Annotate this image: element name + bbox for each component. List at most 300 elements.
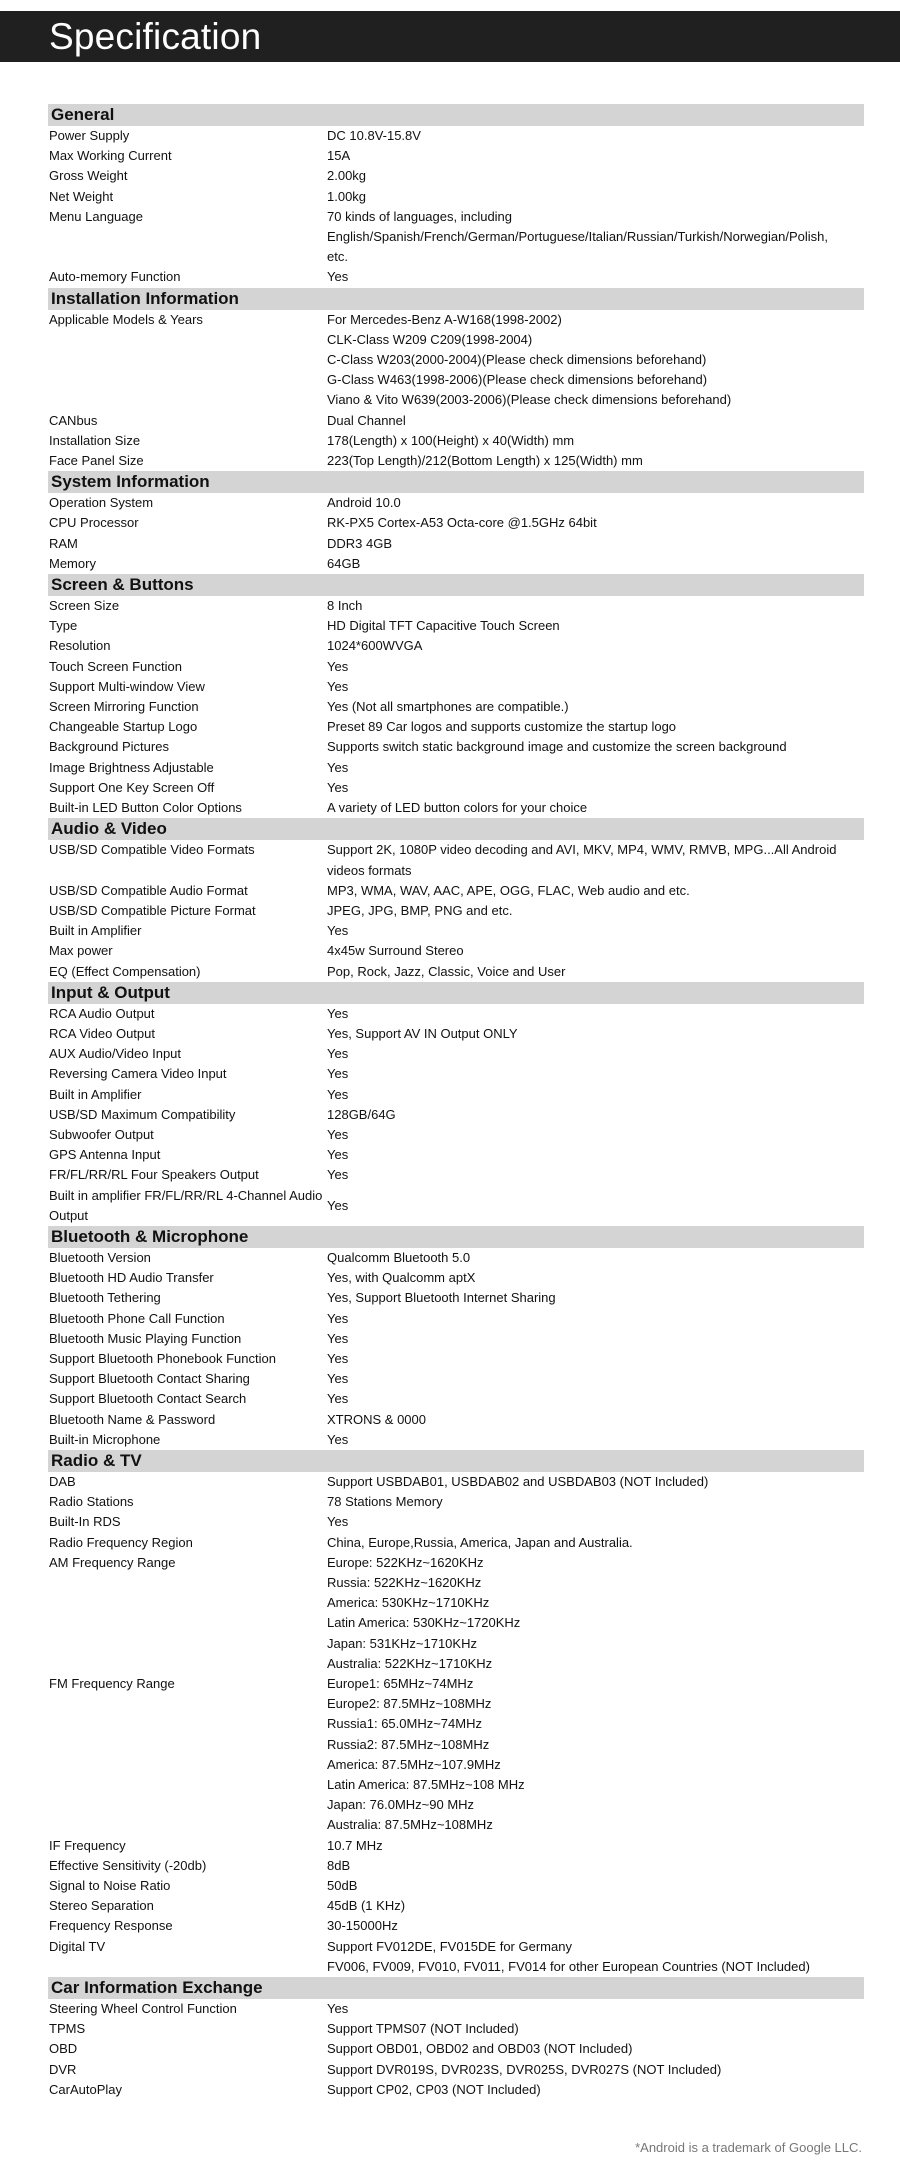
spec-row (48, 1916, 864, 1936)
spec-value-line: MP3, WMA, WAV, AAC, APE, OGG, FLAC, Web audio and etc. (327, 882, 690, 898)
spec-label: OBD (49, 2041, 78, 2057)
spec-value-line: JPEG, JPG, BMP, PNG and etc. (327, 902, 513, 918)
spec-value-line: Yes, Support Bluetooth Internet Sharing (327, 1290, 556, 1306)
section-heading: System Information (48, 471, 864, 493)
spec-label: Bluetooth Name & Password (49, 1411, 216, 1427)
spec-value (327, 554, 857, 574)
spec-value-line: Russia: 522KHz~1620KHz (327, 1575, 482, 1590)
spec-value-line: America: 87.5MHz~107.9MHz (327, 1756, 501, 1772)
spec-label: Built in Amplifier (49, 1086, 142, 1102)
spec-value (327, 2039, 857, 2059)
spec-row (48, 657, 864, 677)
spec-label: DAB (49, 1473, 76, 1489)
spec-label: Built in Amplifier (49, 923, 142, 939)
spec-value-line: Yes (327, 1046, 349, 1062)
spec-value-line: Europe1: 65MHz~74MHz (327, 1676, 474, 1692)
spec-value-line: Yes (327, 658, 349, 674)
spec-row (48, 737, 864, 757)
spec-value (327, 1533, 857, 1553)
spec-value-line: Support FV012DE, FV015DE for Germany (327, 1938, 572, 1954)
spec-label: CPU Processor (49, 515, 139, 531)
spec-label: Max Working Current (49, 148, 172, 164)
spec-row (48, 1492, 864, 1512)
spec-section (48, 818, 864, 981)
spec-value (327, 1064, 857, 1084)
spec-value-line: Yes (327, 1197, 349, 1213)
spec-value (327, 1196, 857, 1216)
spec-row (48, 1472, 864, 1492)
spec-value (327, 1288, 857, 1308)
spec-label: DVR (49, 2061, 77, 2077)
spec-label: Face Panel Size (49, 453, 144, 469)
spec-row (48, 1288, 864, 1308)
spec-value (327, 207, 857, 268)
spec-value-line: Yes (327, 1167, 349, 1183)
spec-value (327, 1004, 857, 1024)
spec-row (48, 411, 864, 431)
spec-value (327, 1125, 857, 1145)
spec-value-line: FV006, FV009, FV010, FV011, FV014 for other European Countries (NOT Included) (327, 1958, 810, 1974)
spec-value-line: 10.7 MHz (327, 1837, 383, 1853)
spec-value-line: Yes (327, 678, 349, 694)
spec-value-line: Latin America: 87.5MHz~108 MHz (327, 1777, 525, 1793)
spec-row (48, 187, 864, 207)
spec-value-line: Preset 89 Car logos and supports customize the startup logo (327, 719, 677, 735)
spec-row (48, 962, 864, 982)
spec-row (48, 901, 864, 921)
spec-label: Menu Language (49, 208, 143, 224)
spec-label: RCA Audio Output (49, 1005, 155, 1021)
spec-value-line: Viano & Vito W639(2003-2006)(Please check dimensions beforehand) (327, 392, 732, 408)
spec-value-line: 2.00kg (327, 168, 367, 184)
spec-label: USB/SD Compatible Video Formats (49, 842, 255, 858)
spec-value (327, 941, 857, 961)
spec-value-line: Japan: 76.0MHz~90 MHz (327, 1797, 475, 1813)
spec-row (48, 840, 864, 880)
spec-value (327, 1836, 857, 1856)
spec-row (48, 677, 864, 697)
spec-label: Support Bluetooth Phonebook Function (49, 1350, 276, 1366)
spec-value-line: 4x45w Surround Stereo (327, 943, 464, 959)
spec-row (48, 1533, 864, 1553)
spec-value-line: Yes (327, 1330, 349, 1346)
spec-label: Screen Size (49, 598, 120, 614)
spec-value-line: Yes (327, 779, 349, 795)
spec-section (48, 1226, 864, 1450)
spec-value-line: Russia1: 65.0MHz~74MHz (327, 1716, 482, 1732)
spec-row (48, 310, 864, 411)
spec-row (48, 2019, 864, 2039)
spec-label: USB/SD Compatible Picture Format (49, 902, 256, 918)
spec-label: Steering Wheel Control Function (49, 2001, 237, 2017)
spec-row (48, 267, 864, 287)
spec-label: Support Bluetooth Contact Search (49, 1391, 247, 1407)
spec-value (327, 901, 857, 921)
spec-value-line: Yes (327, 1371, 349, 1387)
spec-value-line: Australia: 87.5MHz~108MHz (327, 1817, 493, 1833)
spec-value (327, 310, 857, 411)
spec-section (48, 288, 864, 472)
spec-value (327, 1044, 857, 1064)
spec-value-line: 8 Inch (327, 598, 363, 614)
spec-label: Memory (49, 555, 96, 571)
spec-value-line: Yes (327, 759, 349, 775)
spec-value (327, 1389, 857, 1409)
spec-row (48, 146, 864, 166)
spec-value-line: Australia: 522KHz~1710KHz (327, 1655, 493, 1671)
spec-value-line: Japan: 531KHz~1710KHz (327, 1635, 477, 1651)
spec-value (327, 1165, 857, 1185)
spec-value (327, 1674, 857, 1836)
spec-value-line: CLK-Class W209 C209(1998-2004) (327, 331, 533, 347)
spec-value-line: etc. (327, 249, 348, 265)
section-heading: General (48, 104, 864, 126)
spec-label: Changeable Startup Logo (49, 719, 198, 735)
spec-row (48, 1349, 864, 1369)
spec-row (48, 881, 864, 901)
section-heading: Input & Output (48, 982, 864, 1004)
spec-value-line: Yes (327, 1066, 349, 1082)
spec-row (48, 166, 864, 186)
spec-value (327, 616, 857, 636)
spec-label: Support Bluetooth Contact Sharing (49, 1371, 250, 1387)
spec-value-line: Yes (327, 1514, 349, 1530)
spec-value-line: China, Europe,Russia, America, Japan and Australia. (327, 1534, 633, 1550)
spec-value (327, 2080, 857, 2100)
spec-value-line: 1024*600WVGA (327, 638, 423, 654)
spec-row (48, 1248, 864, 1268)
spec-value-line: Support USBDAB01, USBDAB02 and USBDAB03 (NOT Included) (327, 1473, 709, 1489)
spec-label: USB/SD Maximum Compatibility (49, 1106, 236, 1122)
spec-label: Radio Frequency Region (49, 1534, 193, 1550)
spec-label: Bluetooth HD Audio Transfer (49, 1270, 214, 1286)
spec-row (48, 1896, 864, 1916)
spec-value (327, 677, 857, 697)
spec-value-line: Support TPMS07 (NOT Included) (327, 2021, 519, 2037)
spec-label: FM Frequency Range (49, 1676, 175, 1692)
spec-row (48, 1105, 864, 1125)
spec-value (327, 657, 857, 677)
section-heading: Radio & TV (48, 1450, 864, 1472)
spec-value-line: 15A (327, 148, 351, 164)
spec-value (327, 717, 857, 737)
spec-row (48, 513, 864, 533)
title-bar (0, 11, 900, 62)
spec-value (327, 840, 857, 880)
spec-value-line: Yes (327, 1431, 349, 1447)
spec-label: IF Frequency (49, 1837, 126, 1853)
spec-label: Power Supply (49, 128, 130, 143)
spec-row (48, 554, 864, 574)
spec-row (48, 1999, 864, 2019)
spec-value (327, 1268, 857, 1288)
spec-label: Radio Stations (49, 1494, 134, 1510)
spec-value-line: English/Spanish/French/German/Portuguese/Italian/Russian/Turkish/Norwegian/Polish, (327, 229, 828, 245)
spec-row (48, 1369, 864, 1389)
spec-value-line: 1.00kg (327, 188, 367, 204)
spec-label: Bluetooth Phone Call Function (49, 1310, 225, 1326)
section-heading: Screen & Buttons (48, 574, 864, 596)
spec-row (48, 717, 864, 737)
spec-label: Support Multi-window View (49, 678, 205, 694)
spec-row (48, 2080, 864, 2100)
spec-value (327, 534, 857, 554)
spec-value (327, 758, 857, 778)
spec-value-line: 223(Top Length)/212(Bottom Length) x 125(Width) mm (327, 453, 643, 469)
spec-value-line: 70 kinds of languages, including (327, 208, 513, 224)
spec-value (327, 1248, 857, 1268)
spec-value-line: Yes (327, 1086, 349, 1102)
spec-label: Built in amplifier FR/FL/RR/RL 4-Channel Audio Output (49, 1187, 323, 1223)
spec-value (327, 1024, 857, 1044)
spec-label: Touch Screen Function (49, 658, 182, 674)
spec-value (327, 1999, 857, 2019)
spec-value (327, 737, 857, 757)
spec-label: Signal to Noise Ratio (49, 1878, 171, 1894)
spec-value-line: Europe: 522KHz~1620KHz (327, 1554, 484, 1570)
spec-row (48, 1674, 864, 1836)
spec-row (48, 1512, 864, 1532)
spec-label: Built-In RDS (49, 1514, 121, 1530)
spec-value-line: Support DVR019S, DVR023S, DVR025S, DVR027S (NOT Included) (327, 2061, 722, 2077)
spec-value-line: A variety of LED button colors for your choice (327, 800, 588, 816)
spec-section (48, 104, 864, 288)
spec-value (327, 1329, 857, 1349)
spec-value-line: Russia2: 87.5MHz~108MHz (327, 1736, 490, 1752)
spec-row (48, 1430, 864, 1450)
spec-value-line: 64GB (327, 555, 361, 571)
spec-label: Subwoofer Output (49, 1126, 154, 1142)
spec-label: Image Brightness Adjustable (49, 759, 214, 775)
spec-label: Bluetooth Version (49, 1249, 151, 1265)
spec-label: Built-in Microphone (49, 1431, 161, 1447)
spec-row (48, 2060, 864, 2080)
spec-value (327, 1105, 857, 1125)
spec-row (48, 1876, 864, 1896)
spec-section (48, 982, 864, 1226)
spec-value (327, 1492, 857, 1512)
spec-value (327, 636, 857, 656)
spec-value-line: Support 2K, 1080P video decoding and AVI, MKV, MP4, WMV, RMVB, MPG...All Android (327, 842, 837, 858)
spec-label: Auto-memory Function (49, 269, 181, 285)
spec-label: Screen Mirroring Function (49, 699, 199, 715)
spec-label: AUX Audio/Video Input (49, 1046, 182, 1062)
spec-label: CANbus (49, 412, 98, 428)
spec-row (48, 1024, 864, 1044)
spec-row (48, 1856, 864, 1876)
spec-section (48, 471, 864, 574)
spec-value (327, 126, 857, 146)
spec-value-line: Yes (327, 1005, 349, 1021)
spec-value-line: Yes (327, 1147, 349, 1163)
spec-value (327, 962, 857, 982)
spec-value-line: Pop, Rock, Jazz, Classic, Voice and User (327, 963, 566, 979)
spec-value (327, 1916, 857, 1936)
spec-value (327, 1369, 857, 1389)
spec-row (48, 1064, 864, 1084)
spec-label: Type (49, 618, 78, 634)
page-title: Specification (49, 16, 262, 57)
spec-label: EQ (Effect Compensation) (49, 963, 201, 979)
spec-value (327, 1856, 857, 1876)
spec-label: AM Frequency Range (49, 1554, 176, 1570)
spec-value (327, 451, 857, 471)
spec-value-line: Yes, with Qualcomm aptX (327, 1270, 476, 1286)
spec-value (327, 2060, 857, 2080)
spec-value (327, 1349, 857, 1369)
spec-table (48, 104, 864, 2100)
spec-label: CarAutoPlay (49, 2081, 122, 2097)
spec-label: Frequency Response (49, 1918, 173, 1934)
spec-value-line: For Mercedes-Benz A-W168(1998-2002) (327, 311, 562, 327)
spec-value-line: XTRONS & 0000 (327, 1411, 426, 1427)
spec-label: Built-in LED Button Color Options (49, 800, 242, 816)
spec-value (327, 1145, 857, 1165)
section-heading: Installation Information (48, 288, 864, 310)
spec-label: FR/FL/RR/RL Four Speakers Output (49, 1167, 259, 1183)
spec-value-line: RK-PX5 Cortex-A53 Octa-core @1.5GHz 64bit (327, 515, 597, 531)
spec-label: Installation Size (49, 432, 141, 448)
spec-value-line: 45dB (1 KHz) (327, 1898, 406, 1914)
spec-value (327, 881, 857, 901)
section-heading: Bluetooth & Microphone (48, 1226, 864, 1248)
spec-row (48, 1410, 864, 1430)
spec-row (48, 1044, 864, 1064)
spec-section (48, 1977, 864, 2100)
spec-row (48, 636, 864, 656)
spec-value-line: Yes (327, 1310, 349, 1326)
spec-row (48, 207, 864, 268)
spec-row (48, 1268, 864, 1288)
spec-label: Applicable Models & Years (49, 311, 203, 327)
spec-value (327, 146, 857, 166)
spec-value-line: DC 10.8V-15.8V (327, 128, 421, 143)
spec-value (327, 596, 857, 616)
spec-label: Support One Key Screen Off (49, 779, 215, 795)
spec-value (327, 2019, 857, 2039)
spec-row (48, 921, 864, 941)
spec-row (48, 493, 864, 513)
spec-value (327, 697, 857, 717)
spec-value (327, 1896, 857, 1916)
spec-value-line: Yes (Not all smartphones are compatible.) (327, 699, 569, 715)
spec-value (327, 411, 857, 431)
spec-value-line: 50dB (327, 1878, 358, 1894)
spec-value-line: America: 530KHz~1710KHz (327, 1595, 490, 1611)
spec-row (48, 2039, 864, 2059)
spec-row (48, 1125, 864, 1145)
spec-label: Bluetooth Tethering (49, 1290, 161, 1306)
spec-value (327, 1085, 857, 1105)
spec-label: USB/SD Compatible Audio Format (49, 882, 248, 898)
spec-label: Effective Sensitivity (-20db) (49, 1857, 207, 1873)
spec-value-line: 8dB (327, 1857, 351, 1873)
spec-label: Max power (49, 943, 113, 959)
spec-value-line: Yes, Support AV IN Output ONLY (327, 1025, 518, 1041)
spec-row (48, 534, 864, 554)
trademark-footnote: *Android is a trademark of Google LLC. (635, 2140, 862, 2155)
spec-label: RCA Video Output (49, 1025, 155, 1041)
spec-value (327, 493, 857, 513)
spec-value-line: C-Class W203(2000-2004)(Please check dimensions beforehand) (327, 352, 707, 368)
spec-value-line: 78 Stations Memory (327, 1494, 443, 1510)
spec-value-line: Latin America: 530KHz~1720KHz (327, 1615, 521, 1631)
spec-value (327, 166, 857, 186)
spec-label: Digital TV (49, 1938, 106, 1954)
spec-value (327, 798, 857, 818)
spec-row (48, 451, 864, 471)
spec-value-line: Support CP02, CP03 (NOT Included) (327, 2081, 541, 2097)
spec-value-line: Supports switch static background image and customize the screen background (327, 739, 787, 755)
spec-value (327, 1937, 857, 1977)
spec-value (327, 1553, 857, 1674)
spec-value (327, 1309, 857, 1329)
spec-label: Background Pictures (49, 739, 169, 755)
spec-row (48, 758, 864, 778)
spec-value (327, 1430, 857, 1450)
spec-value-line: 30-15000Hz (327, 1918, 398, 1934)
spec-value-line: Yes (327, 923, 349, 939)
spec-section (48, 1450, 864, 1977)
spec-value-line: Qualcomm Bluetooth 5.0 (327, 1249, 471, 1265)
spec-value-line: Yes (327, 1350, 349, 1366)
spec-value-line: Yes (327, 269, 349, 285)
spec-label: Reversing Camera Video Input (49, 1066, 227, 1082)
spec-section (48, 574, 864, 818)
spec-value (327, 267, 857, 287)
spec-value-line: DDR3 4GB (327, 535, 393, 551)
spec-row (48, 616, 864, 636)
spec-row (48, 1389, 864, 1409)
spec-row (48, 126, 864, 146)
section-heading: Car Information Exchange (48, 1977, 864, 1999)
spec-value (327, 187, 857, 207)
spec-value-line: 178(Length) x 100(Height) x 40(Width) mm (327, 432, 575, 448)
spec-row (48, 1165, 864, 1185)
spec-label: Operation System (49, 495, 154, 511)
spec-label: GPS Antenna Input (49, 1147, 161, 1163)
spec-row (48, 1937, 864, 1977)
spec-value-line: G-Class W463(1998-2006)(Please check dimensions beforehand) (327, 372, 708, 388)
spec-value-line: videos formats (327, 862, 412, 878)
spec-value (327, 431, 857, 451)
spec-row (48, 941, 864, 961)
spec-value (327, 921, 857, 941)
spec-label: Resolution (49, 638, 111, 654)
spec-value-line: Yes (327, 1126, 349, 1142)
spec-row (48, 1553, 864, 1674)
spec-value-line: Support OBD01, OBD02 and OBD03 (NOT Included) (327, 2041, 633, 2057)
spec-value-line: 128GB/64G (327, 1106, 396, 1122)
spec-value-line: Yes (327, 2001, 349, 2017)
spec-value-line: HD Digital TFT Capacitive Touch Screen (327, 618, 560, 634)
spec-row (48, 431, 864, 451)
spec-value-line: Yes (327, 1391, 349, 1407)
spec-value-line: Europe2: 87.5MHz~108MHz (327, 1696, 492, 1712)
spec-value (327, 778, 857, 798)
spec-row (48, 778, 864, 798)
spec-value (327, 1512, 857, 1532)
spec-row (48, 1836, 864, 1856)
section-heading: Audio & Video (48, 818, 864, 840)
spec-value (327, 1876, 857, 1896)
spec-value (327, 1472, 857, 1492)
spec-row (48, 1186, 864, 1226)
spec-row (48, 1145, 864, 1165)
spec-label: Net Weight (49, 188, 114, 204)
spec-label: Gross Weight (49, 168, 128, 184)
spec-value (327, 513, 857, 533)
